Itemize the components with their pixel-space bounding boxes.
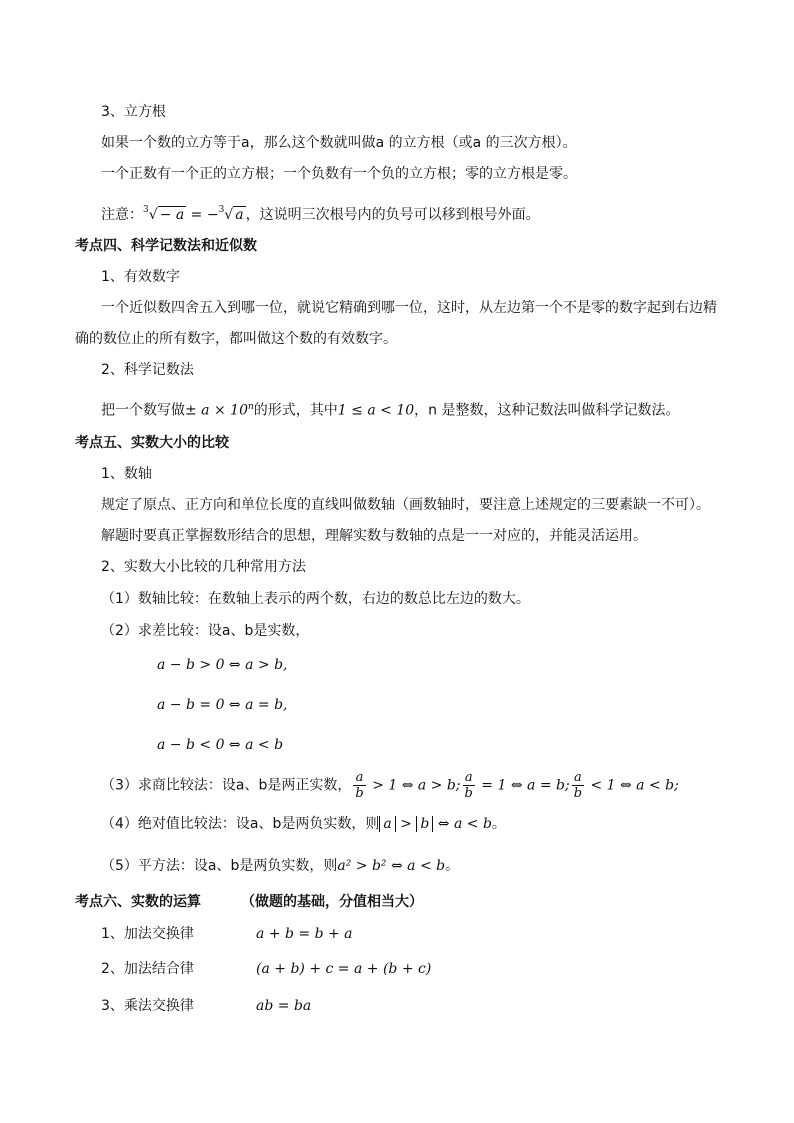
number-line-tip: 解题时要真正掌握数形结合的思想，理解实数与数轴的点是一一对应的，并能灵活运用。 [101,528,647,544]
section6-title: 考点六、实数的运算 [75,894,201,910]
law-row [101,996,194,1016]
cube-root-sign-rule: 一个正数有一个正的立方根；一个负数有一个负的立方根；零的立方根是零。 [101,166,577,182]
section5-title: 考点五、实数大小的比较 [75,435,229,451]
method-1: （1）数轴比较：在数轴上表示的两个数，右边的数总比左边的数大。 [101,591,530,607]
cube-root-definition: 如果一个数的立方等于a，那么这个数就叫做a 的立方根（或a 的三次方根）。 [101,135,577,151]
law-label: 1、加法交换律 [101,926,194,942]
method-2: （2）求差比较：设a、b是实数， [101,623,310,639]
diff-eq-greater: a − b > 0 ⇔ a > b, [157,657,288,673]
law-label: 2、加法结合律 [101,961,194,977]
cube-root-formula: $^3$√ − a = −$^3$√ a [143,205,244,223]
cube-root-heading: 3、立方根 [101,104,166,120]
method-3: （3）求商比较法：设a、b是两正实数， $\frac{a}{b}$ > 1 ⇔ a > b; $\frac{a}{b}$ = 1 ⇔ a = b; $\frac{a}{b}$ < 1 ⇔ a < b; [101,770,679,801]
quotient-fraction-2: $\frac{a}{b}$ [464,770,473,801]
note-suffix: ，这说明三次根号内的负号可以移到根号外面。 [245,207,540,223]
diff-eq-less: a − b < 0 ⇔ a < b [157,737,284,753]
quotient-fraction-3: $\frac{a}{b}$ [573,770,583,801]
sci-notation-heading: 2、科学记数法 [101,362,194,378]
diff-eq-equal: a − b = 0 ⇔ a = b, [157,697,288,713]
law-formula: (a + b) + c = a + (b + c) [256,961,432,977]
sci-notation-definition: 把一个数写做± $a \times 10^n$的形式，其中1 ≤ a < 10，n 是整数，这种记数法叫做科学记数法。 [101,402,680,419]
sci-range: 1 ≤ a < 10 [337,402,415,419]
section6-title-line [75,892,423,912]
quotient-fraction-1: $\frac{a}{b}$ [355,770,364,801]
law-row [101,959,194,979]
note-prefix: 注意： [101,207,143,223]
method-4: （4）绝对值比较法：设a、b是两负实数，则 a > b ⇔ a < b。 [101,816,506,832]
sig-figures-heading: 1、有效数字 [101,269,180,285]
section4-title: 考点四、科学记数法和近似数 [75,238,257,254]
abs-b: b [416,816,433,832]
sig-figures-p1: 一个近似数四舍五入到哪一位，就说它精确到哪一位，这时，从左边第一个不是零的数字起到右边精 [101,300,717,316]
method-5: （5）平方法：设a、b是两负实数，则a² > b² ⇔ a < b。 [101,858,460,874]
number-line-heading: 1、数轴 [101,466,152,482]
law-label: 3、乘法交换律 [101,998,194,1014]
number-line-definition: 规定了原点、正方向和单位长度的直线叫做数轴（画数轴时，要注意上述规定的三要素缺一不可）。 [101,497,710,513]
methods-heading: 2、实数大小比较的几种常用方法 [101,559,306,575]
abs-a: a [379,816,395,832]
section6-subtitle: （做题的基础，分值相当大） [241,894,423,910]
law-formula: a + b = b + a [256,926,353,942]
sci-formula: ± a × 10 [185,402,248,419]
sig-figures-p2: 确的数位止的所有数字，都叫做这个数的有效数字。 [75,331,397,347]
law-row [101,924,194,944]
cube-root-note [101,200,540,225]
square-formula: a² > b² ⇔ a < b [337,858,446,874]
law-formula: ab = ba [256,998,312,1014]
